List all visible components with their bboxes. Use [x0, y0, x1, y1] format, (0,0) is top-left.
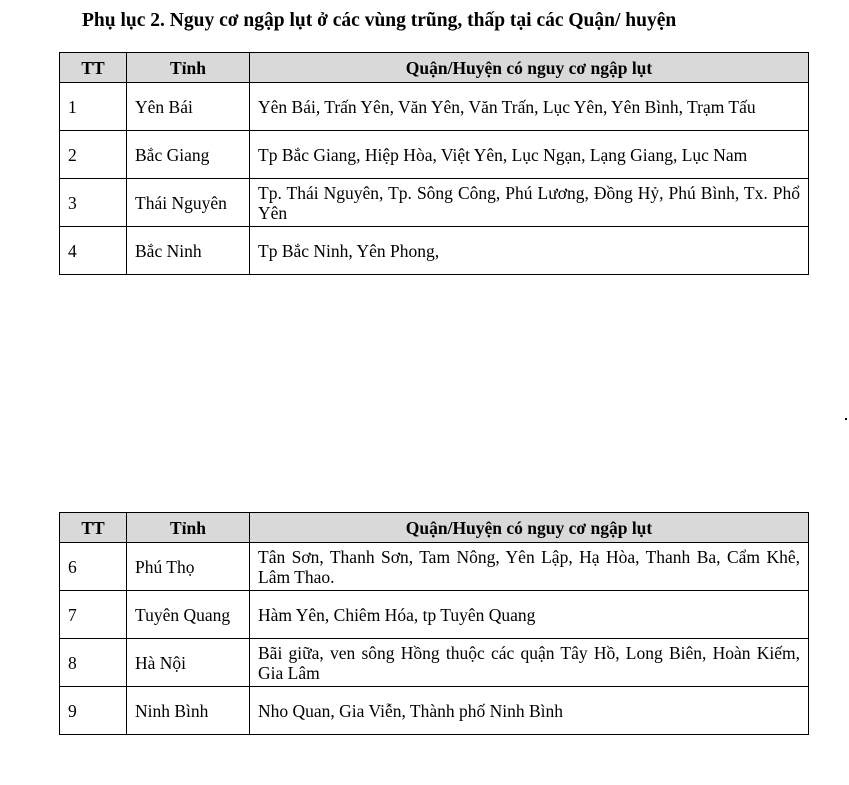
table-row: [60, 591, 809, 639]
table-row: [60, 687, 809, 735]
stray-dot: [845, 418, 847, 420]
table-header-row: [60, 53, 809, 83]
province-cell: Yên Bái: [127, 83, 250, 131]
districts-cell: Tp Bắc Ninh, Yên Phong,: [250, 227, 809, 275]
header-province: Tỉnh: [127, 53, 250, 83]
row-number: 8: [60, 639, 127, 687]
districts-cell: Yên Bái, Trấn Yên, Văn Yên, Văn Trấn, Lục Yên, Yên Bình, Trạm Tấu: [250, 83, 809, 131]
districts-cell: Hàm Yên, Chiêm Hóa, tp Tuyên Quang: [250, 591, 809, 639]
province-cell: Bắc Giang: [127, 131, 250, 179]
flood-risk-table-2: [59, 512, 809, 735]
row-number: 6: [60, 543, 127, 591]
table-row: [60, 83, 809, 131]
row-number: 3: [60, 179, 127, 227]
districts-cell: Nho Quan, Gia Viễn, Thành phố Ninh Bình: [250, 687, 809, 735]
row-number: 2: [60, 131, 127, 179]
province-cell: Hà Nội: [127, 639, 250, 687]
header-tt: TT: [60, 513, 127, 543]
row-number: 1: [60, 83, 127, 131]
province-cell: Tuyên Quang: [127, 591, 250, 639]
table-row: [60, 543, 809, 591]
districts-cell: Tp. Thái Nguyên, Tp. Sông Công, Phú Lương, Đồng Hỷ, Phú Bình, Tx. Phổ Yên: [250, 179, 809, 227]
table-row: [60, 227, 809, 275]
province-cell: Ninh Bình: [127, 687, 250, 735]
table-row: [60, 131, 809, 179]
header-province: Tỉnh: [127, 513, 250, 543]
table-header-row: [60, 513, 809, 543]
province-cell: Phú Thọ: [127, 543, 250, 591]
flood-risk-table-1: [59, 52, 809, 275]
row-number: 9: [60, 687, 127, 735]
row-number: 4: [60, 227, 127, 275]
page-title: Phụ lục 2. Nguy cơ ngập lụt ở các vùng trũng, thấp tại các Quận/ huyện: [82, 10, 677, 31]
header-districts: Quận/Huyện có nguy cơ ngập lụt: [250, 513, 809, 543]
table-row: [60, 639, 809, 687]
table-row: [60, 179, 809, 227]
province-cell: Thái Nguyên: [127, 179, 250, 227]
districts-cell: Tp Bắc Giang, Hiệp Hòa, Việt Yên, Lục Ngạn, Lạng Giang, Lục Nam: [250, 131, 809, 179]
districts-cell: Tân Sơn, Thanh Sơn, Tam Nông, Yên Lập, Hạ Hòa, Thanh Ba, Cẩm Khê, Lâm Thao.: [250, 543, 809, 591]
districts-cell: Bãi giữa, ven sông Hồng thuộc các quận Tây Hồ, Long Biên, Hoàn Kiếm, Gia Lâm: [250, 639, 809, 687]
province-cell: Bắc Ninh: [127, 227, 250, 275]
row-number: 7: [60, 591, 127, 639]
header-tt: TT: [60, 53, 127, 83]
header-districts: Quận/Huyện có nguy cơ ngập lụt: [250, 53, 809, 83]
